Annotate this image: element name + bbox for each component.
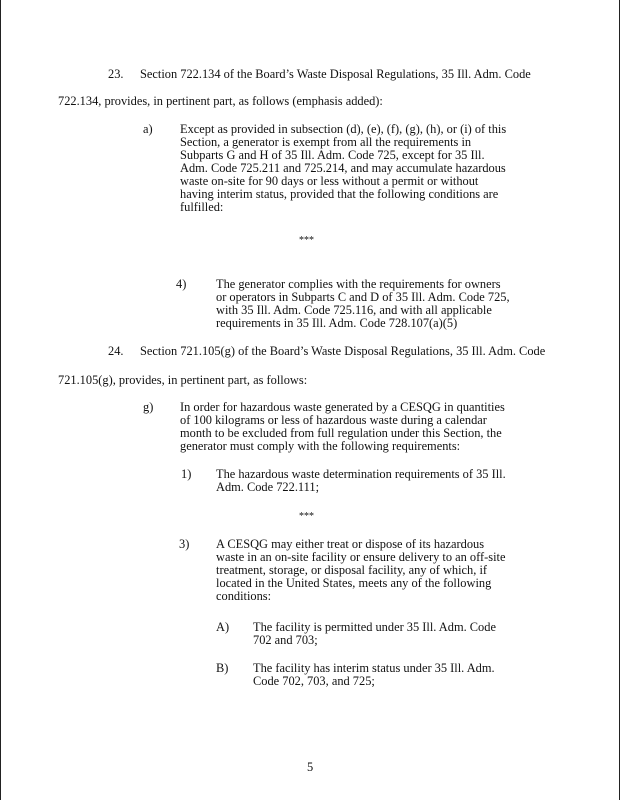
item-label: 4) bbox=[176, 277, 187, 291]
text-line: treatment, storage, or disposal facility, any of which, if bbox=[216, 563, 488, 577]
subsection-label: a) bbox=[143, 122, 153, 136]
text-line: Except as provided in subsection (d), (e), (f), (g), (h), or (i) of this bbox=[180, 122, 507, 136]
subsection-text bbox=[180, 401, 505, 453]
item-text bbox=[216, 468, 506, 494]
subsection-text bbox=[180, 123, 506, 214]
text-line: waste on-site for 90 days or less without a permit or without bbox=[180, 174, 479, 188]
text-line: Adm. Code 725.211 and 725.214, and may accumulate hazardous bbox=[180, 161, 506, 175]
paragraph-text: Section 722.134 of the Board’s Waste Disposal Regulations, 35 Ill. Adm. Code bbox=[140, 67, 531, 81]
item-label: B) bbox=[216, 661, 229, 675]
text-line: Section, a generator is exempt from all the requirements in bbox=[180, 135, 472, 149]
paragraph-text: Section 721.105(g) of the Board’s Waste Disposal Regulations, 35 Ill. Adm. Code bbox=[140, 344, 546, 358]
text-line: 702 and 703; bbox=[253, 633, 318, 647]
page-right-edge bbox=[619, 0, 620, 800]
text-line: The hazardous waste determination requirements of 35 Ill. bbox=[216, 467, 506, 481]
item-text bbox=[216, 538, 505, 603]
text-line: A CESQG may either treat or dispose of its hazardous bbox=[216, 537, 485, 551]
text-line: The generator complies with the requirements for owners bbox=[216, 277, 501, 291]
paragraph-number: 23. bbox=[108, 67, 124, 81]
text-line: Code 702, 703, and 725; bbox=[253, 674, 375, 688]
text-line: In order for hazardous waste generated by a CESQG in quantities bbox=[180, 400, 505, 414]
text-line: or operators in Subparts C and D of 35 Ill. Adm. Code 725, bbox=[216, 290, 510, 304]
paragraph-number: 24. bbox=[108, 344, 124, 358]
text-line: The facility is permitted under 35 Ill. Adm. Code bbox=[253, 620, 496, 634]
text-line: fulfilled: bbox=[180, 200, 224, 214]
item-label: 1) bbox=[181, 467, 192, 481]
item-label: 3) bbox=[179, 537, 190, 551]
text-line: having interim status, provided that the following conditions are bbox=[180, 187, 499, 201]
omission-marker: *** bbox=[299, 511, 314, 522]
item-text bbox=[216, 278, 510, 330]
paragraph-text: 722.134, provides, in pertinent part, as follows (emphasis added): bbox=[58, 94, 383, 108]
page-number: 5 bbox=[307, 760, 314, 774]
item-text bbox=[253, 621, 496, 647]
text-line: The facility has interim status under 35 Ill. Adm. bbox=[253, 661, 495, 675]
text-line: with 35 Ill. Adm. Code 725.116, and with all applicable bbox=[216, 303, 492, 317]
text-line: located in the United States, meets any of the following bbox=[216, 576, 492, 590]
text-line: generator must comply with the following requirements: bbox=[180, 439, 461, 453]
text-line: Adm. Code 722.111; bbox=[216, 480, 320, 494]
item-label: A) bbox=[216, 620, 230, 634]
text-line: requirements in 35 Ill. Adm. Code 728.107(a)(5) bbox=[216, 316, 458, 330]
item-text bbox=[253, 662, 495, 688]
text-line: of 100 kilograms or less of hazardous waste during a calendar bbox=[180, 413, 487, 427]
text-line: month to be excluded from full regulation under this Section, the bbox=[180, 426, 502, 440]
text-line: conditions: bbox=[216, 589, 272, 603]
page-left-edge bbox=[0, 0, 1, 800]
text-line: Subparts G and H of 35 Ill. Adm. Code 725, except for 35 Ill. bbox=[180, 148, 485, 162]
omission-marker: *** bbox=[299, 235, 314, 246]
text-line: waste in an on-site facility or ensure delivery to an off-site bbox=[216, 550, 506, 564]
paragraph-text: 721.105(g), provides, in pertinent part, as follows: bbox=[58, 373, 308, 387]
subsection-label: g) bbox=[143, 400, 154, 414]
